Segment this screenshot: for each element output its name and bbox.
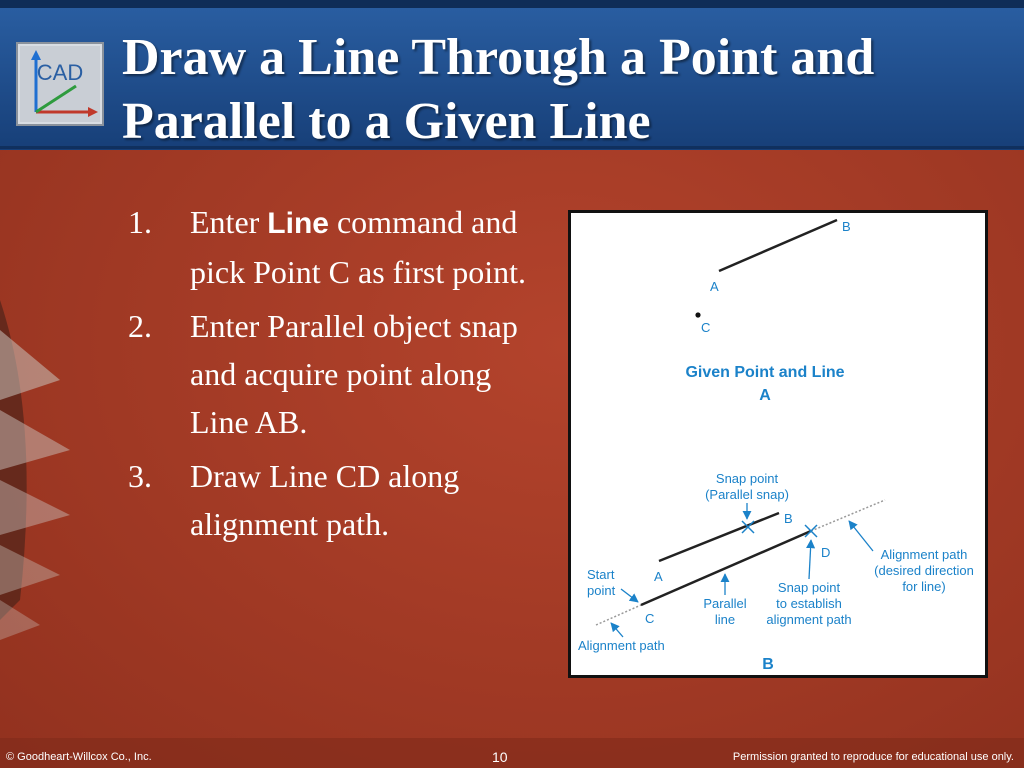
footer-permission: Permission granted to reproduce for educational use only. bbox=[732, 751, 1014, 763]
label-point-c: C bbox=[645, 611, 655, 626]
label-alignment-path-2: alignment path bbox=[766, 612, 852, 627]
cad-logo bbox=[16, 42, 104, 126]
step-number: 2. bbox=[128, 308, 152, 344]
label-snap-point: Snap point bbox=[715, 471, 779, 486]
label-parallel-snap: (Parallel snap) bbox=[705, 487, 789, 502]
alignment-path-dotted bbox=[811, 500, 885, 531]
panel-a bbox=[685, 219, 850, 404]
footer-copyright: © Goodheart-Willcox Co., Inc. bbox=[6, 751, 152, 763]
label-point-b: B bbox=[784, 511, 793, 526]
logo-text: CAD bbox=[36, 60, 84, 85]
given-point-c bbox=[695, 312, 700, 317]
slide-title-line1: Draw a Line Through a Point and bbox=[122, 29, 875, 86]
label-point-a: A bbox=[654, 569, 663, 584]
label-to-establish: to establish bbox=[776, 596, 842, 611]
step-number: 1. bbox=[128, 204, 152, 240]
step-text-after: command and pick Point C as first point. bbox=[190, 204, 526, 290]
slide-title-line2: Parallel to a Given Line bbox=[122, 93, 651, 150]
label-parallel: Parallel bbox=[703, 596, 747, 611]
label-point-a: A bbox=[710, 279, 719, 294]
step-text: Enter Parallel object snap and acquire point along Line AB. bbox=[190, 308, 518, 440]
label-point-c: C bbox=[701, 320, 711, 335]
step-text-before: Enter bbox=[190, 204, 268, 240]
label-snap-point-2: Snap point bbox=[777, 580, 841, 595]
slide-title bbox=[122, 26, 1002, 154]
panel-a-caption: Given Point and Line bbox=[685, 364, 845, 381]
label-line: line bbox=[714, 612, 736, 627]
step-text: Draw Line CD along alignment path. bbox=[190, 458, 460, 542]
label-point-b: B bbox=[842, 219, 851, 234]
label-alignment-path: Alignment path bbox=[578, 638, 665, 653]
label-point: point bbox=[587, 583, 616, 598]
step-item-1 bbox=[128, 198, 548, 296]
label-alignment-path-desired: Alignment path bbox=[880, 547, 968, 562]
step-item-3 bbox=[128, 452, 548, 548]
panel-b-letter: B bbox=[762, 656, 774, 673]
panel-a-letter: A bbox=[759, 387, 771, 404]
label-start: Start bbox=[587, 567, 615, 582]
given-line-ab bbox=[719, 220, 837, 271]
steps-list bbox=[128, 198, 548, 554]
label-desired-direction: (desired direction bbox=[874, 563, 974, 578]
label-point-d: D bbox=[821, 545, 831, 560]
footer-page-number: 10 bbox=[492, 749, 508, 765]
panel-b bbox=[578, 471, 974, 673]
alignment-path-dotted bbox=[596, 605, 641, 625]
step-command-name: Line bbox=[267, 207, 329, 240]
step-item-2 bbox=[128, 302, 548, 446]
label-for-line: for line) bbox=[902, 579, 946, 594]
step-number: 3. bbox=[128, 458, 152, 494]
parallel-snap-figure bbox=[568, 210, 988, 678]
